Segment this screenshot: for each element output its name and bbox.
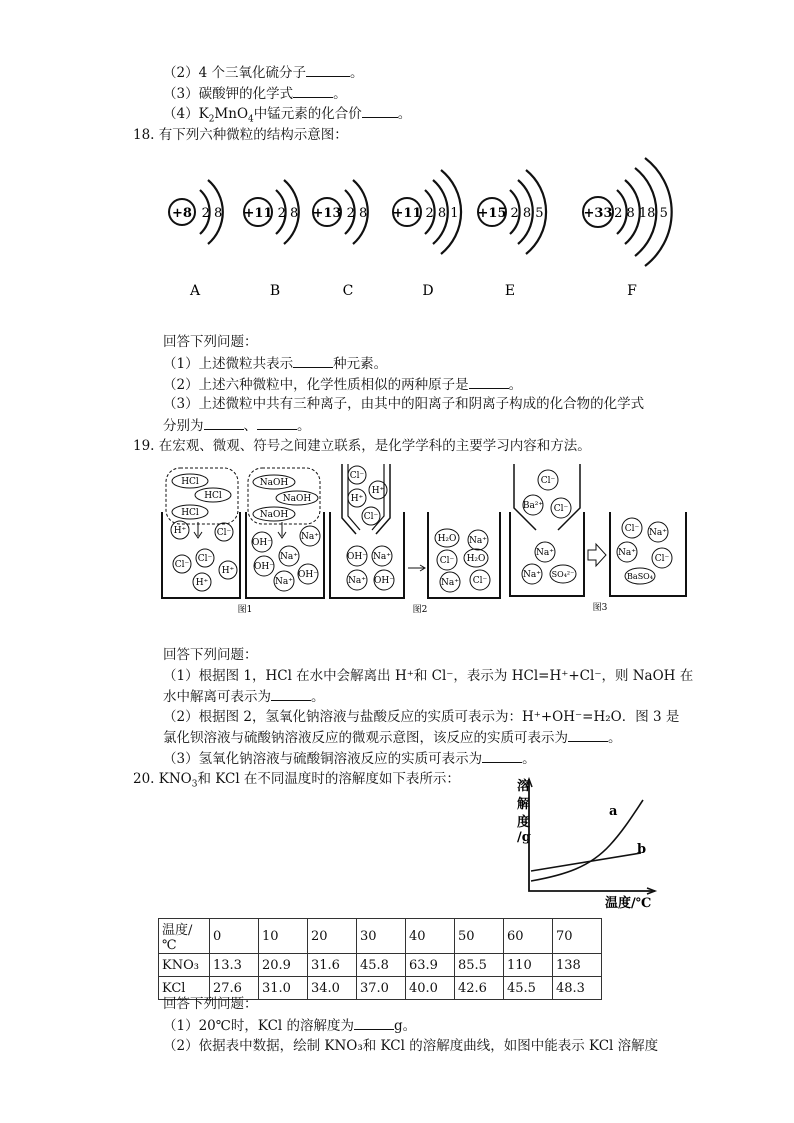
q19-subquestion-1-line1: （1）根据图 1，HCl 在水中会解离出 H⁺和 Cl⁻，表示为 HCl=H⁺+Cl⁻，则 NaOH 在: [163, 668, 694, 684]
svg-text:HCl: HCl: [204, 491, 222, 501]
q17-subquestion-3: （3）碳酸钾的化学式 。: [163, 86, 347, 102]
svg-text:Cl⁻: Cl⁻: [624, 524, 640, 534]
table-cell: 45.5: [504, 977, 553, 1000]
table-cell: 13.3: [210, 954, 259, 977]
label-c: C: [342, 283, 354, 299]
svg-text:SO₄²⁻: SO₄²⁻: [551, 570, 575, 579]
table-cell: 20.9: [259, 954, 308, 977]
q17-subquestion-2: （2）4 个三氧化硫分子 。: [163, 65, 364, 81]
svg-text:HCl: HCl: [181, 508, 199, 518]
nucleus-a: +8: [172, 206, 192, 221]
label-a: A: [189, 283, 201, 299]
answer-blank[interactable]: [469, 375, 509, 389]
q18-subquestion-3-line1: （3）上述微粒中共有三种离子，由其中的阳离子和阴离子构成的化合物的化学式: [163, 396, 645, 412]
atom-structure-diagrams: [0, 150, 794, 305]
answer-blank[interactable]: [568, 728, 608, 742]
table-cell: 85.5: [455, 954, 504, 977]
label-f: F: [627, 283, 637, 299]
svg-text:Cl⁻: Cl⁻: [174, 560, 190, 570]
label-d: D: [422, 283, 434, 299]
svg-text:Cl⁻: Cl⁻: [363, 512, 379, 522]
graph-ylabel-4: /g: [517, 830, 531, 845]
answer-blank[interactable]: [354, 1016, 394, 1030]
q17-subquestion-4: $(4)K_2MnO_4$中锰元素的化合价 。: [163, 106, 412, 125]
answer-blank[interactable]: [293, 84, 333, 98]
q18-title: 18. 有下列六种微粒的结构示意图：: [133, 127, 348, 143]
svg-text:HCl: HCl: [181, 477, 199, 487]
table-cell: 70: [553, 919, 602, 954]
answer-blank[interactable]: [257, 416, 297, 430]
svg-text:Cl⁻: Cl⁻: [540, 476, 556, 486]
figure-2: [330, 464, 500, 615]
answer-blank[interactable]: [482, 749, 522, 763]
graph-ylabel-3: 度: [517, 815, 531, 830]
table-cell: 48.3: [553, 977, 602, 1000]
svg-text:H⁺: H⁺: [173, 526, 187, 536]
svg-text:Cl⁻: Cl⁻: [349, 471, 365, 481]
table-cell: 110: [504, 954, 553, 977]
svg-text:Cl⁻: Cl⁻: [439, 556, 455, 566]
q20-subquestion-2: （2）依据表中数据，绘制 KNO₃和 KCl 的溶解度曲线，如图中能表示 KCl 溶解度: [163, 1038, 659, 1054]
svg-text:H₂O: H₂O: [466, 554, 486, 564]
answer-blank[interactable]: [204, 416, 244, 430]
svg-text:Na⁺: Na⁺: [301, 532, 319, 542]
figure-2-caption: 图2: [412, 605, 428, 615]
q19-title: 19. 在宏观、微观、符号之间建立联系，是化学学科的主要学习内容和方法。: [133, 438, 591, 454]
svg-text:OH⁻: OH⁻: [254, 562, 274, 572]
solubility-table: [158, 918, 602, 1000]
particle-b: [244, 180, 299, 299]
q20-subquestion-1: （1）20℃时，KCl 的溶解度为 g。: [163, 1018, 417, 1034]
table-cell: 31.0: [259, 977, 308, 1000]
electrons-d: 2 8 1: [425, 206, 459, 221]
svg-text:Na⁺: Na⁺: [536, 548, 554, 558]
svg-text:H⁺: H⁺: [350, 494, 364, 504]
svg-text:NaOH: NaOH: [282, 494, 312, 504]
q19-subquestion-1-line2: 水中解离可表示为 。: [163, 689, 325, 705]
electrons-b: 2 8: [277, 206, 299, 221]
svg-text:H⁺: H⁺: [221, 566, 235, 576]
svg-text:OH⁻: OH⁻: [298, 570, 318, 580]
particle-a: [169, 180, 223, 299]
curve-b: [531, 853, 641, 871]
svg-text:OH⁻: OH⁻: [347, 552, 367, 562]
graph-axes: [529, 779, 655, 891]
table-row: [159, 919, 602, 954]
q20-title: 20. $KNO_3$和 KCl 在不同温度时的溶解度如下表所示：: [133, 771, 460, 790]
svg-text:H₂O: H₂O: [437, 534, 457, 544]
svg-text:NaOH: NaOH: [259, 478, 289, 488]
q20-answer-intro: 回答下列问题：: [163, 996, 258, 1012]
table-cell: 40: [406, 919, 455, 954]
table-row: [159, 954, 602, 977]
svg-text:H⁺: H⁺: [195, 578, 209, 588]
electrons-e: 2 8 5: [510, 206, 544, 221]
svg-text:Na⁺: Na⁺: [649, 528, 667, 538]
q18-subquestion-2: （2）上述六种微粒中，化学性质相似的两种原子是 。: [163, 377, 523, 393]
table-cell: 63.9: [406, 954, 455, 977]
q18-answer-intro: 回答下列问题：: [163, 334, 258, 350]
svg-text:Na⁺: Na⁺: [348, 576, 366, 586]
figure-3-caption: 图3: [592, 603, 608, 613]
electrons-a: 2 8: [201, 206, 223, 221]
nucleus-e: +15: [477, 206, 507, 221]
table-cell: 10: [259, 919, 308, 954]
particle-c: [313, 180, 368, 299]
svg-text:OH⁻: OH⁻: [374, 576, 394, 586]
svg-text:Ba²⁺: Ba²⁺: [522, 501, 544, 511]
svg-text:Na⁺: Na⁺: [441, 578, 459, 588]
svg-text:Na⁺: Na⁺: [280, 552, 298, 562]
solubility-curve-graph: [505, 775, 665, 910]
svg-text:Cl⁻: Cl⁻: [472, 576, 488, 586]
svg-text:BaSO₄: BaSO₄: [627, 572, 653, 581]
q19-subquestion-2-line1: （2）根据图 2，氢氧化钠溶液与盐酸反应的实质可表示为：H⁺+OH⁻=H₂O．图 3 是: [163, 709, 680, 725]
table-cell: 0: [210, 919, 259, 954]
svg-text:Na⁺: Na⁺: [275, 577, 293, 587]
svg-text:Cl⁻: Cl⁻: [553, 504, 569, 514]
svg-text:Cl⁻: Cl⁻: [216, 528, 232, 538]
svg-text:Na⁺: Na⁺: [523, 570, 541, 580]
figure-1-caption: 图1: [237, 605, 253, 615]
nucleus-d: +11: [392, 206, 422, 221]
svg-text:H⁺: H⁺: [371, 486, 385, 496]
q18-subquestion-1: （1）上述微粒共表示 种元素。: [163, 356, 388, 372]
svg-text:NaOH: NaOH: [259, 510, 289, 520]
answer-blank[interactable]: [293, 354, 333, 368]
svg-text:Na⁺: Na⁺: [373, 552, 391, 562]
q19-subquestion-2-line2: 氯化钡溶液与硫酸钠溶液反应的微观示意图，该反应的实质可表示为 。: [163, 730, 622, 746]
table-cell: 27.6: [210, 977, 259, 1000]
answer-blank[interactable]: [362, 104, 398, 118]
table-cell: 50: [455, 919, 504, 954]
curve-a-label: a: [609, 804, 618, 819]
label-b: B: [269, 283, 281, 299]
figure-3: [510, 464, 686, 613]
q19-answer-intro: 回答下列问题：: [163, 647, 258, 663]
table-cell: 20: [308, 919, 357, 954]
particle-f: [583, 158, 672, 299]
table-cell: 42.6: [455, 977, 504, 1000]
nucleus-c: +13: [312, 206, 342, 221]
table-cell: 40.0: [406, 977, 455, 1000]
table-cell: KNO₃: [159, 954, 210, 977]
nucleus-b: +11: [243, 206, 273, 221]
answer-blank[interactable]: [271, 687, 311, 701]
svg-text:Cl⁻: Cl⁻: [197, 554, 213, 564]
label-e: E: [504, 283, 516, 299]
electrons-f: 2 8 18 5: [614, 206, 668, 221]
svg-text:Na⁺: Na⁺: [469, 536, 487, 546]
table-cell: 138: [553, 954, 602, 977]
ion-reaction-diagrams: [0, 460, 794, 620]
electrons-c: 2 8: [346, 206, 368, 221]
table-cell: 31.6: [308, 954, 357, 977]
graph-ylabel-2: 解: [517, 797, 531, 812]
particle-d: [393, 170, 462, 299]
table-cell: 34.0: [308, 977, 357, 1000]
answer-blank[interactable]: [306, 63, 350, 77]
figure-1: [162, 468, 324, 615]
table-cell: 60: [504, 919, 553, 954]
particle-e: [478, 170, 547, 299]
table-cell: 45.8: [357, 954, 406, 977]
curve-b-label: b: [637, 842, 647, 857]
svg-text:OH⁻: OH⁻: [252, 538, 272, 548]
table-cell: 温度/℃: [159, 919, 210, 954]
q19-subquestion-3: （3）氢氧化钠溶液与硫酸铜溶液反应的实质可表示为 。: [163, 751, 536, 767]
table-cell: 30: [357, 919, 406, 954]
q18-subquestion-3-line2: 分别为 、 。: [163, 418, 311, 434]
graph-xlabel: 温度/℃: [605, 896, 652, 910]
nucleus-f: +33: [583, 206, 613, 221]
svg-text:Cl⁻: Cl⁻: [654, 554, 670, 564]
table-cell: KCl: [159, 977, 210, 1000]
table-cell: 37.0: [357, 977, 406, 1000]
svg-text:Na⁺: Na⁺: [618, 548, 636, 558]
graph-ylabel-1: 溶: [517, 779, 531, 794]
